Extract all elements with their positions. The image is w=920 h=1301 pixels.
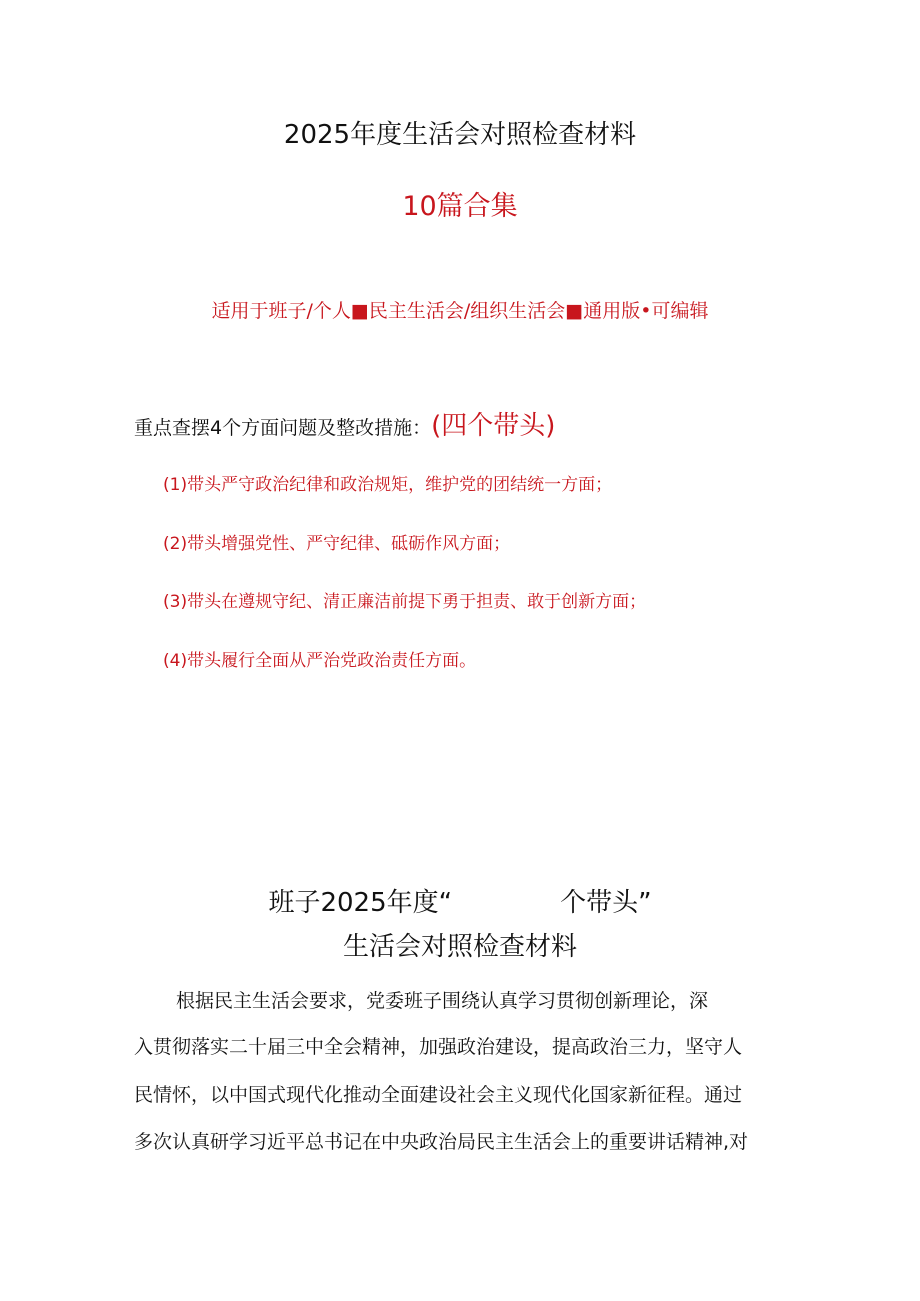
focus-lead: 重点查摆4个方面问题及整改措施：: [134, 417, 432, 439]
focus-emphasis: (四个带头): [431, 411, 556, 441]
article-heading-line-1: [0, 882, 920, 919]
article-heading-line-2: 生活会对照检查材料: [342, 932, 577, 962]
scope-line: 适用于班子/个人■民主生活会/组织生活会■通用版•可编辑: [211, 300, 709, 322]
article-heading-right: 个带头”: [560, 888, 652, 918]
body-text-line-2: 入贯彻落实二十届三中全会精神，加强政治建设，提高政治三力，坚守人: [134, 1036, 743, 1058]
body-text-line-4: 多次认真研学习近平总书记在中央政治局民主生活会上的重要讲话精神,对: [134, 1131, 749, 1153]
document-subtitle: 10篇合集: [402, 191, 518, 222]
article-heading-left: 班子2025年度“: [268, 888, 453, 918]
body-text-line-3: 民情怀，以中国式现代化推动全面建设社会主义现代化国家新征程。通过: [134, 1084, 743, 1106]
document-title: 2025年度生活会对照检查材料: [283, 120, 637, 150]
body-text-line-1: 根据民主生活会要求，党委班子围绕认真学习贯彻创新理论，深: [176, 990, 709, 1012]
focus-item-2: (2)带头增强党性、严守纪律、砥砺作风方面；: [163, 534, 511, 554]
focus-item-4: (4)带头履行全面从严治党政治责任方面。: [163, 651, 477, 671]
focus-item-3: (3)带头在遵规守纪、清正廉洁前提下勇于担责、敢于创新方面；: [163, 592, 647, 612]
focus-item-1: (1)带头严守政治纪律和政治规矩，维护党的团结统一方面；: [163, 475, 613, 495]
focus-heading: [134, 405, 555, 442]
